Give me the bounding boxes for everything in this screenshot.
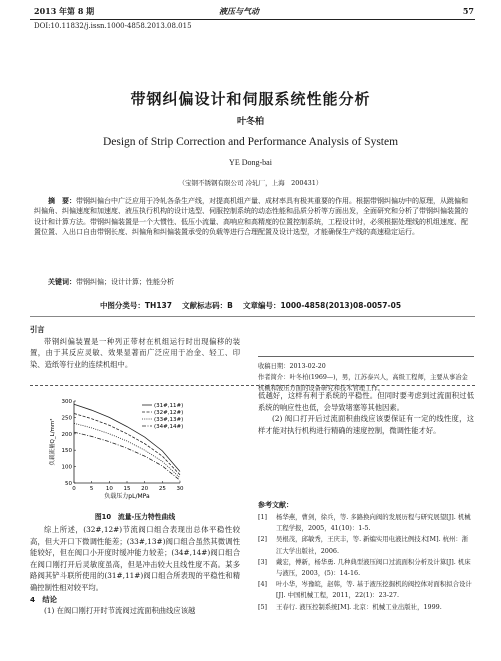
keywords [48, 277, 174, 287]
keywords-text: 带钢纠偏；设计计算；性能分析 [76, 278, 174, 286]
intro-paragraph: 带钢纠偏装置是一种列正带材在机组运行时出现偏移的装置，由于其反应灵敏、效果显著而广泛应用于冶金、轻工、印染、造纸等行业的连续机组中。 [30, 336, 240, 369]
reference-text: 戴宏，傅新，杨华勇. 几种典型液压阀口过流面积分析及计算[J]. 机床与液压，2003，(5)：14-16. [276, 557, 471, 578]
author-english: YE Dong-bai [229, 158, 272, 167]
legend-entry: (34#,14#) [154, 424, 184, 430]
reference-text: 吴根茂，邱敏秀，王庆丰，等. 新编实用电液比例技术[M]. 杭州：浙江大学出版社，2006. [276, 535, 469, 555]
y-tick-label: 300 [61, 399, 72, 405]
figure-caption: 图10 流量-压力特性曲线 [94, 513, 176, 521]
issue-label: 2013 年第 8 期 [34, 6, 95, 16]
reference-number: [4] [258, 580, 268, 589]
y-axis-label: 负载流量Q_L/mm³ [50, 418, 56, 466]
conclusion-paragraph: (1) 在阀口刚打开时节流阀过流面积曲线应该越 [44, 606, 196, 616]
body-paragraph: 综上所述，(32#,12#)节流阀口组合表现出总体平稳性较高，但大开口下微调性能差；(33#,13#)阀口组合虽然其微调性能较好，但在阀口小开度时缓冲能力较差；(34#,14#)阀口组合在阀口刚打开后灵敏度虽高，但是冲击较大且线性度不高。某多路阀其铲斗联所使用的(31#,11#)阀口组合所表现的平稳性和精确控制性相对较平均。 [30, 525, 240, 592]
article-id: 文章编号：1000-4858(2013)08-0057-05 [242, 301, 402, 310]
section-divider [30, 316, 475, 317]
y-tick-label: 150 [61, 448, 72, 455]
reference-number: [3] [258, 557, 268, 566]
abstract-label: 摘 要： [48, 196, 76, 205]
y-tick-label: 100 [61, 464, 72, 471]
body-paragraph: (2) 阀口打开后过流面积曲线应该要保证有一定的线性度，这样才能对执行机构进行精确的速度控制，微调性能才好。 [258, 414, 474, 435]
classification-line [0, 300, 501, 311]
abstract [34, 196, 468, 238]
journal-name: 液压与气动 [219, 6, 259, 16]
legend-entry: (33#,13#) [154, 417, 184, 423]
x-tick-label: 25 [158, 486, 166, 492]
reference-text: 杨华燕，曹剑，徐兵，等. 多路换向阀的发展历程与研究展望[J]. 机械工程学报，2005，41(10)：1-5. [276, 513, 471, 533]
author-chinese: 叶冬柏 [236, 117, 264, 127]
reference-text: 叶小华，岑豫皖，赵韩，等. 基于液压挖掘机的阀控体对面积拟合设计[J]. 中国机械工程，2011，22(1)：23-27. [276, 580, 472, 600]
doi: DOI:10.11832/j.issn.1000-4858.2013.08.015 [34, 22, 192, 30]
keywords-label: 关键词： [48, 277, 76, 286]
reference-item [258, 534, 474, 556]
page-number: 57 [462, 6, 474, 16]
x-axis-label: 负载压力pL/MPa [104, 493, 150, 500]
reference-number: [5] [258, 602, 268, 611]
y-tick-label: 50 [65, 481, 72, 487]
reference-item [258, 557, 474, 579]
x-tick-label: 20 [141, 486, 149, 492]
y-tick-label: 250 [61, 415, 72, 422]
left-body [30, 524, 240, 617]
x-tick-label: 30 [176, 486, 184, 492]
reference-number: [1] [258, 513, 268, 521]
reference-item [258, 512, 474, 534]
flow-pressure-chart [30, 395, 240, 505]
reference-number: [2] [258, 535, 268, 544]
figure-10 [30, 395, 240, 505]
x-tick-label: 10 [105, 486, 113, 492]
legend-entry: (32#,12#) [154, 410, 184, 416]
title-chinese: 带钢纠偏设计和伺服系统性能分析 [130, 90, 371, 108]
header-rule [30, 19, 475, 20]
right-body [258, 390, 474, 436]
intro-section [30, 324, 240, 370]
running-header [34, 4, 474, 18]
body-paragraph: 低越好，这样有利于系统的平稳性。但同时要考虑到过流面积过低系统的响应性也低，会导致堵塞等其他因素。 [258, 391, 474, 412]
x-tick-label: 5 [89, 486, 94, 492]
reference-text: 王春行. 液压控制系统[M]. 北京：机械工业出版社，1999. [276, 602, 442, 611]
references-heading: 参考文献： [258, 501, 293, 509]
author-bio: 作者简介：叶冬柏(1969—)，男，江苏泰兴人，高级工程师，主要从事冶金机械和液压方面的设备研究和技术管理工作。 [258, 374, 468, 392]
legend-entry: (31#,11#) [154, 403, 184, 409]
clc-number: 中图分类号：TH137 [99, 301, 172, 310]
x-tick-label: 15 [123, 486, 131, 492]
document-code: 文献标志码：B [182, 301, 233, 310]
received-date: 收稿日期：2013-02-20 [258, 363, 326, 370]
conclusion-heading: 4 结论 [30, 594, 57, 604]
reference-item [258, 602, 474, 613]
series-line [74, 432, 180, 480]
references-list [258, 512, 474, 613]
x-tick-label: 0 [72, 486, 76, 492]
title-english: Design of Strip Correction and Performance Analysis of System [102, 136, 399, 148]
y-tick-label: 200 [61, 431, 72, 438]
intro-heading: 引言 [30, 325, 45, 334]
reference-item [258, 579, 474, 601]
abstract-text: 带钢纠偏台中广泛应用于冷轧各条生产线，对提高机组产量、成材率具有极其重要的作用。根据带钢纠偏功中的原理，从跳偏和纠偏角、纠偏速度和加速度、液压执行机构的设计选型、伺服控制系统的动态性能和品质分析等方面出发，全面研究和分析了带钢纠偏装置的设计和计算方法。带钢纠偏装置是一个大惯性、低压小流量、高响应和高精度的位置控制系统，工程设计时，必须根据处理线的机组速度、配置位置、入出口自由带钢长度、纠偏角和纠偏装置承受的负载等进行合理配置及设计选型，才能确保生产线的高速稳定运行。 [34, 197, 468, 237]
series-line [74, 423, 180, 477]
affiliation: （宝钢不锈钢有限公司 冷轧厂，上海 200431） [178, 179, 323, 187]
